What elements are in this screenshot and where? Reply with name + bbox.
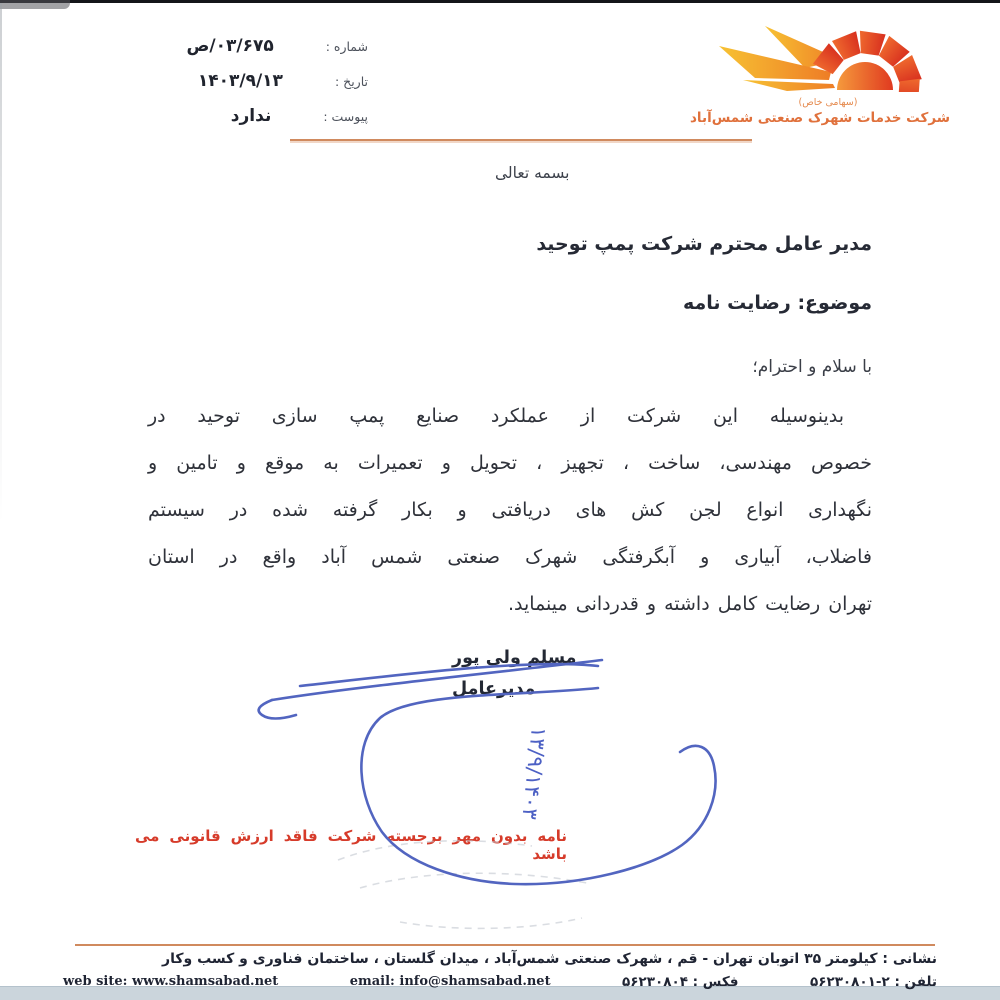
footer-divider-line <box>75 944 935 946</box>
attachment-row <box>103 106 368 126</box>
signer-title: مدیرعامل <box>452 679 536 699</box>
letter-body <box>148 405 872 640</box>
seal-warning-note: نامه بدون مهر برجسته شرکت فاقد ارزش قانونی می باشد <box>135 827 567 863</box>
footer-address-text: نشانی : کیلومتر ۳۵ اتوبان تهران - قم ، شهرک صنعتی شمس‌آباد ، میدان گلستان ، ساختمان فناوری و کسب وکار <box>162 951 937 967</box>
sun-gear-logo-icon <box>713 22 943 92</box>
attachment-value: ندارد <box>230 106 272 126</box>
footer-address <box>63 951 937 967</box>
company-name: شرکت خدمات شهرک صنعتی شمس‌آباد <box>690 110 950 126</box>
scan-edge-top <box>0 0 1000 3</box>
body-line: نگهداری انواع لجن کش های دریافتی و بکار گرفته شده در سیستم <box>148 499 872 521</box>
attachment-label: پیوست : <box>323 109 368 124</box>
footer-fax: فکس : ۵۶۲۳۰۸۰۴ <box>622 974 739 990</box>
subject-line: موضوع: رضایت نامه <box>683 292 872 314</box>
company-logo-block <box>690 22 950 126</box>
recipient-line: مدیر عامل محترم شرکت پمپ توحید <box>536 233 872 255</box>
handwritten-date: ۱۳/۹/۱۴۰۳ <box>517 725 551 821</box>
header-divider-line <box>290 139 752 141</box>
letter-date-label: تاریخ : <box>334 74 368 89</box>
body-line: فاضلاب، آبیاری و آبگرفتگی شهرک صنعتی شمس آباد واقع در استان <box>148 546 872 568</box>
footer-contacts <box>63 974 937 990</box>
bismillah-text: بسمه تعالی <box>495 164 570 182</box>
body-line: تهران رضایت کامل داشته و قدردانی مینماید. <box>507 593 872 615</box>
scan-edge-left <box>0 3 2 523</box>
letter-number-label: شماره : <box>325 39 368 54</box>
body-line: خصوص مهندسی، ساخت ، تجهیز ، تحویل و تعمیرات به موقع و تامین و <box>148 452 872 474</box>
footer-email: email: info@shamsabad.net <box>349 974 551 989</box>
letter-date-value: ۱۴۰۳/۹/۱۳ <box>197 71 283 91</box>
signer-name: مسلم ولی پور <box>452 648 577 668</box>
company-type-label: (سهامی خاص) <box>798 97 858 108</box>
footer-phone: تلفن : ۲-۵۶۲۳۰۸۰۱ <box>809 974 937 990</box>
letter-number-value: ۰۳/۶۷۵/ص <box>186 36 274 56</box>
salutation-line: با سلام و احترام؛ <box>752 357 872 377</box>
body-line: بدینوسیله این شرکت از عملکرد صنایع پمپ سازی توحید در <box>148 405 844 427</box>
signature-block <box>452 648 576 699</box>
letter-date-row <box>103 71 368 91</box>
footer-website: web site: www.shamsabad.net <box>63 974 279 989</box>
scan-smudge-top-left <box>0 0 70 9</box>
letter-meta-block <box>103 36 368 141</box>
letter-number-row <box>103 36 368 56</box>
